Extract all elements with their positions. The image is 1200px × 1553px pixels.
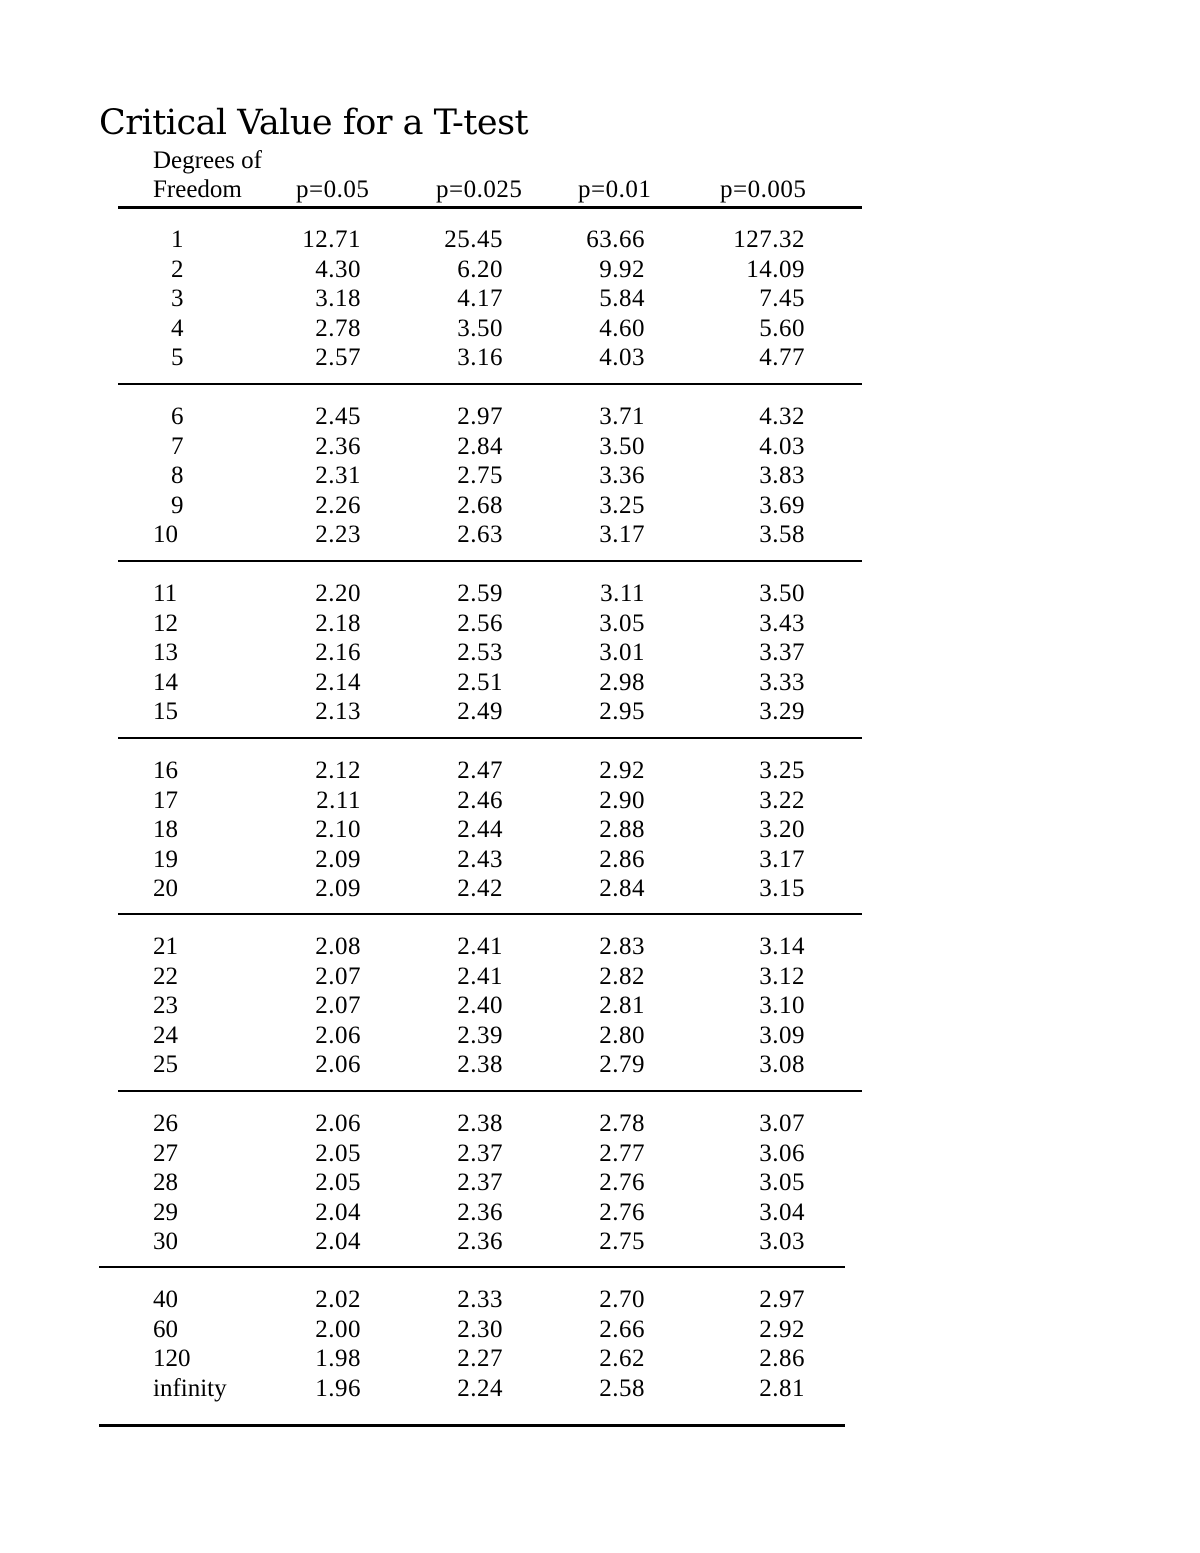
df-cell: 19: [153, 845, 178, 873]
value-cell-p0005: 3.08: [759, 1051, 805, 1078]
df-cell: 15: [153, 698, 178, 725]
df-header-line1: Degrees of: [153, 147, 262, 174]
value-cell-p001: 2.80: [599, 1021, 645, 1049]
df-cell: 22: [153, 962, 178, 990]
df-cell: infinity: [153, 1374, 227, 1402]
value-cell-p005: 2.78: [315, 314, 361, 342]
page-title: Critical Value for a T-test: [99, 103, 529, 143]
value-cell-p0025: 2.40: [457, 992, 503, 1019]
value-cell-p005: 2.07: [315, 992, 361, 1019]
value-cell-p001: 2.92: [599, 757, 645, 784]
df-cell: 9: [171, 491, 184, 519]
value-cell-p005: 2.12: [315, 757, 361, 784]
value-cell-p001: 5.84: [599, 285, 645, 312]
df-cell: 8: [171, 462, 184, 489]
value-cell-p001: 2.76: [599, 1169, 645, 1196]
df-cell: 6: [171, 403, 184, 430]
df-header-line2: Freedom: [153, 176, 242, 203]
df-cell: 40: [153, 1286, 178, 1313]
value-cell-p0025: 2.24: [457, 1374, 503, 1402]
value-cell-p0005: 3.06: [759, 1139, 805, 1167]
df-cell: 23: [153, 992, 178, 1019]
value-cell-p001: 9.92: [599, 255, 645, 283]
value-cell-p0025: 2.59: [457, 580, 503, 607]
bottom-rule: [99, 1424, 845, 1427]
value-cell-p0005: 3.17: [759, 845, 805, 873]
value-cell-p0025: 2.97: [457, 403, 503, 430]
value-cell-p0005: 3.43: [759, 609, 805, 637]
df-cell: 14: [153, 668, 178, 696]
value-cell-p0025: 2.33: [457, 1286, 503, 1313]
value-cell-p005: 2.06: [315, 1110, 361, 1137]
value-cell-p001: 2.70: [599, 1286, 645, 1313]
value-cell-p005: 2.10: [315, 816, 361, 843]
value-cell-p0025: 2.36: [457, 1228, 503, 1255]
value-cell-p0005: 7.45: [759, 285, 805, 312]
df-cell: 120: [153, 1345, 191, 1372]
df-cell: 10: [153, 521, 178, 548]
value-cell-p005: 2.31: [315, 462, 361, 489]
column-header-p001: p=0.01: [578, 176, 652, 203]
value-cell-p0025: 2.42: [457, 875, 503, 902]
value-cell-p0025: 2.84: [457, 432, 503, 460]
value-cell-p0025: 2.41: [457, 933, 503, 960]
column-header-p0025: p=0.025: [436, 176, 523, 203]
header-rule: [118, 206, 862, 209]
value-cell-p0025: 4.17: [457, 285, 503, 312]
value-cell-p0005: 2.81: [759, 1374, 805, 1402]
value-cell-p0025: 2.30: [457, 1315, 503, 1343]
df-cell: 28: [153, 1169, 178, 1196]
value-cell-p0005: 3.25: [759, 757, 805, 784]
df-cell: 4: [171, 314, 184, 342]
value-cell-p0005: 14.09: [746, 255, 805, 283]
group-divider: [118, 560, 862, 562]
df-cell: 16: [153, 757, 178, 784]
df-cell: 30: [153, 1228, 178, 1255]
value-cell-p005: 1.98: [315, 1345, 361, 1372]
value-cell-p001: 2.83: [599, 933, 645, 960]
value-cell-p001: 2.75: [599, 1228, 645, 1255]
value-cell-p005: 2.05: [315, 1169, 361, 1196]
value-cell-p001: 3.50: [599, 432, 645, 460]
value-cell-p005: 2.00: [315, 1315, 361, 1343]
value-cell-p001: 3.25: [599, 491, 645, 519]
value-cell-p005: 1.96: [315, 1374, 361, 1402]
value-cell-p001: 2.86: [599, 845, 645, 873]
value-cell-p0005: 5.60: [759, 314, 805, 342]
value-cell-p0005: 3.22: [759, 786, 805, 814]
value-cell-p0005: 3.58: [759, 521, 805, 548]
value-cell-p001: 3.11: [600, 580, 645, 607]
value-cell-p005: 2.23: [315, 521, 361, 548]
df-cell: 3: [171, 285, 184, 312]
value-cell-p0005: 3.69: [759, 491, 805, 519]
value-cell-p005: 2.04: [315, 1198, 361, 1226]
value-cell-p005: 2.04: [315, 1228, 361, 1255]
value-cell-p0025: 2.38: [457, 1051, 503, 1078]
value-cell-p001: 4.03: [599, 344, 645, 371]
value-cell-p0005: 3.07: [759, 1110, 805, 1137]
value-cell-p005: 2.09: [315, 845, 361, 873]
group-divider: [118, 1090, 862, 1092]
value-cell-p0025: 25.45: [444, 226, 503, 253]
value-cell-p0025: 2.47: [457, 757, 503, 784]
value-cell-p001: 3.05: [599, 609, 645, 637]
df-cell: 24: [153, 1021, 178, 1049]
value-cell-p005: 2.36: [315, 432, 361, 460]
value-cell-p0005: 3.10: [759, 992, 805, 1019]
df-cell: 5: [171, 344, 184, 371]
value-cell-p0005: 3.12: [759, 962, 805, 990]
value-cell-p0005: 3.50: [759, 580, 805, 607]
value-cell-p005: 4.30: [315, 255, 361, 283]
value-cell-p0005: 3.04: [759, 1198, 805, 1226]
value-cell-p001: 3.17: [599, 521, 645, 548]
value-cell-p0025: 2.46: [457, 786, 503, 814]
value-cell-p005: 3.18: [315, 285, 361, 312]
group-divider: [99, 1266, 845, 1268]
value-cell-p001: 2.62: [599, 1345, 645, 1372]
df-cell: 21: [153, 933, 178, 960]
value-cell-p0025: 2.37: [457, 1169, 503, 1196]
value-cell-p001: 2.78: [599, 1110, 645, 1137]
value-cell-p0025: 2.49: [457, 698, 503, 725]
value-cell-p0005: 3.29: [759, 698, 805, 725]
value-cell-p005: 2.57: [315, 344, 361, 371]
value-cell-p001: 3.01: [599, 639, 645, 666]
value-cell-p0025: 3.50: [457, 314, 503, 342]
df-cell: 7: [171, 432, 184, 460]
value-cell-p001: 2.84: [599, 875, 645, 902]
value-cell-p001: 4.60: [599, 314, 645, 342]
group-divider: [118, 383, 862, 385]
value-cell-p001: 2.76: [599, 1198, 645, 1226]
value-cell-p0005: 3.03: [759, 1228, 805, 1255]
df-cell: 17: [153, 786, 178, 814]
df-cell: 29: [153, 1198, 178, 1226]
value-cell-p0005: 4.03: [759, 432, 805, 460]
df-cell: 13: [153, 639, 178, 666]
value-cell-p005: 2.11: [316, 786, 361, 814]
value-cell-p005: 2.05: [315, 1139, 361, 1167]
value-cell-p0005: 2.92: [759, 1315, 805, 1343]
group-divider: [118, 913, 862, 915]
df-cell: 18: [153, 816, 178, 843]
value-cell-p005: 2.16: [315, 639, 361, 666]
value-cell-p005: 2.06: [315, 1021, 361, 1049]
value-cell-p001: 2.82: [599, 962, 645, 990]
value-cell-p0025: 2.44: [457, 816, 503, 843]
value-cell-p001: 2.98: [599, 668, 645, 696]
column-header-p0005: p=0.005: [720, 176, 807, 203]
value-cell-p0005: 3.05: [759, 1169, 805, 1196]
value-cell-p001: 3.71: [599, 403, 645, 430]
value-cell-p0005: 3.15: [759, 875, 805, 902]
value-cell-p001: 2.95: [599, 698, 645, 725]
value-cell-p005: 2.07: [315, 962, 361, 990]
value-cell-p0025: 2.51: [457, 668, 503, 696]
value-cell-p001: 2.88: [599, 816, 645, 843]
df-cell: 27: [153, 1139, 178, 1167]
value-cell-p0025: 2.27: [457, 1345, 503, 1372]
df-cell: 1: [171, 226, 184, 253]
value-cell-p005: 2.09: [315, 875, 361, 902]
value-cell-p0025: 6.20: [457, 255, 503, 283]
value-cell-p0025: 2.63: [457, 521, 503, 548]
value-cell-p005: 2.13: [315, 698, 361, 725]
value-cell-p001: 3.36: [599, 462, 645, 489]
group-divider: [118, 737, 862, 739]
value-cell-p001: 2.81: [599, 992, 645, 1019]
value-cell-p001: 2.90: [599, 786, 645, 814]
value-cell-p0025: 2.53: [457, 639, 503, 666]
value-cell-p0025: 2.75: [457, 462, 503, 489]
value-cell-p0025: 2.56: [457, 609, 503, 637]
df-cell: 20: [153, 875, 178, 902]
column-header-p005: p=0.05: [296, 176, 370, 203]
value-cell-p0005: 2.97: [759, 1286, 805, 1313]
value-cell-p001: 2.79: [599, 1051, 645, 1078]
value-cell-p005: 12.71: [302, 226, 361, 253]
value-cell-p001: 2.66: [599, 1315, 645, 1343]
value-cell-p005: 2.20: [315, 580, 361, 607]
df-cell: 60: [153, 1315, 178, 1343]
value-cell-p0025: 2.38: [457, 1110, 503, 1137]
value-cell-p005: 2.06: [315, 1051, 361, 1078]
value-cell-p0025: 2.68: [457, 491, 503, 519]
value-cell-p0005: 127.32: [733, 226, 805, 253]
value-cell-p0025: 2.39: [457, 1021, 503, 1049]
value-cell-p0005: 3.83: [759, 462, 805, 489]
value-cell-p005: 2.14: [315, 668, 361, 696]
value-cell-p0005: 4.77: [759, 344, 805, 371]
value-cell-p0025: 3.16: [457, 344, 503, 371]
df-cell: 25: [153, 1051, 178, 1078]
value-cell-p0005: 3.37: [759, 639, 805, 666]
value-cell-p005: 2.02: [315, 1286, 361, 1313]
value-cell-p0005: 3.33: [759, 668, 805, 696]
df-cell: 12: [153, 609, 178, 637]
value-cell-p001: 2.58: [599, 1374, 645, 1402]
value-cell-p0025: 2.37: [457, 1139, 503, 1167]
value-cell-p001: 63.66: [586, 226, 645, 253]
value-cell-p001: 2.77: [599, 1139, 645, 1167]
value-cell-p0025: 2.41: [457, 962, 503, 990]
value-cell-p005: 2.08: [315, 933, 361, 960]
value-cell-p0005: 2.86: [759, 1345, 805, 1372]
value-cell-p0005: 3.20: [759, 816, 805, 843]
value-cell-p0005: 3.14: [759, 933, 805, 960]
value-cell-p005: 2.45: [315, 403, 361, 430]
value-cell-p005: 2.18: [315, 609, 361, 637]
value-cell-p0025: 2.43: [457, 845, 503, 873]
df-cell: 2: [171, 255, 184, 283]
value-cell-p0025: 2.36: [457, 1198, 503, 1226]
df-cell: 11: [153, 580, 178, 607]
value-cell-p005: 2.26: [315, 491, 361, 519]
df-cell: 26: [153, 1110, 178, 1137]
value-cell-p0005: 3.09: [759, 1021, 805, 1049]
value-cell-p0005: 4.32: [759, 403, 805, 430]
